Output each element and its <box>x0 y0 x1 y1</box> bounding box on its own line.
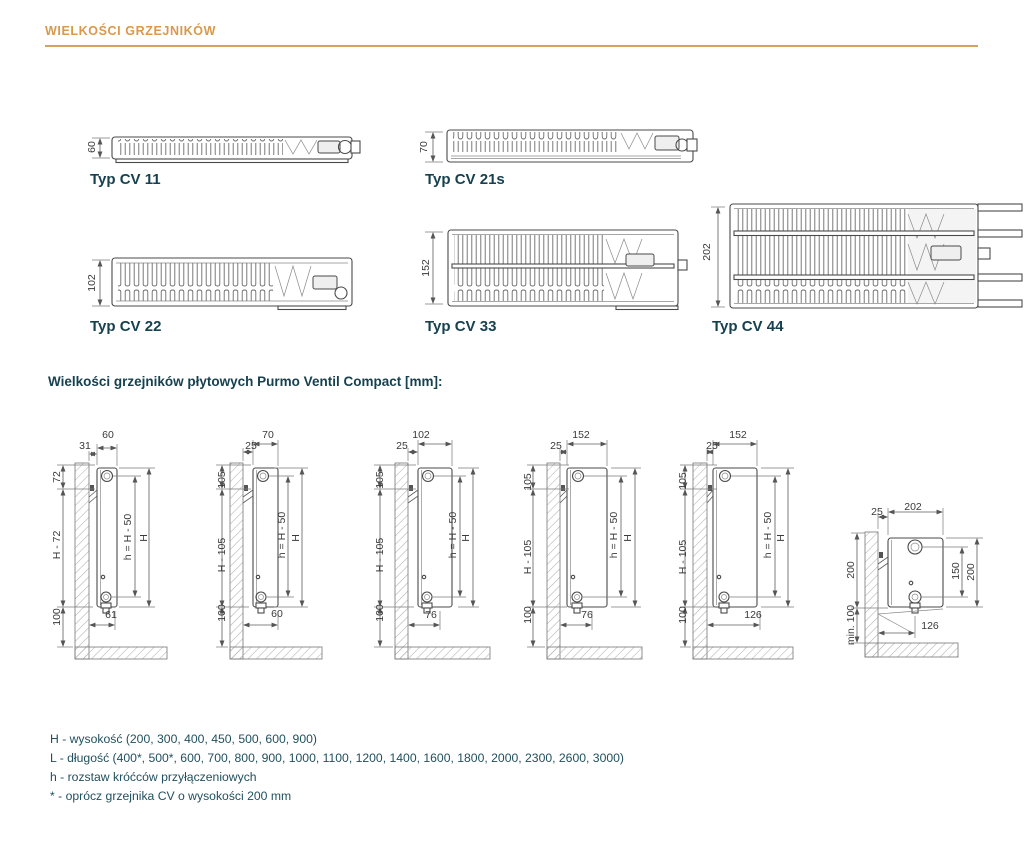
radiator <box>408 468 452 613</box>
wall <box>75 463 89 659</box>
d5-middle-label: H - 105 <box>677 539 689 575</box>
floor <box>865 643 958 657</box>
d1-lower-label: 100 <box>51 608 63 626</box>
d1-middle-label: H - 72 <box>51 530 63 560</box>
radiator <box>707 468 757 613</box>
d6-outer-right-label: 200 <box>965 563 977 581</box>
cv11-type-label: Typ CV 11 <box>90 171 161 188</box>
cv33-top-view-drawing <box>411 222 703 314</box>
d4-pipe-spacing-label: h = H - 50 <box>608 511 620 559</box>
d1-height-label: H <box>138 534 150 542</box>
wall <box>230 463 243 659</box>
d2-upper-label: 105 <box>216 471 228 489</box>
d2-lower-label: 100 <box>216 604 228 622</box>
floor <box>547 647 642 659</box>
page-title: WIELKOŚCI GRZEJNIKÓW <box>45 24 217 38</box>
d6-wall-offset-label: 25 <box>871 506 883 518</box>
d3-upper-label: 105 <box>374 471 386 489</box>
d5-pipe-spacing-label: h = H - 50 <box>762 511 774 559</box>
d2-pipe-spacing-label: h = H - 50 <box>276 511 288 559</box>
d3-top-width-label: 102 <box>412 429 430 441</box>
cv22-top-view-drawing <box>78 250 368 314</box>
wall <box>865 532 878 657</box>
d2-bottom-offset-label: 60 <box>271 608 283 620</box>
wall <box>693 463 707 659</box>
d3-height-label: H <box>460 534 472 542</box>
d6-inner-right-label: 150 <box>950 562 962 580</box>
d3-bottom-offset-label: 76 <box>425 609 437 621</box>
d3-pipe-spacing-label: h = H - 50 <box>447 511 459 559</box>
d4-top-width-label: 152 <box>572 429 590 441</box>
legend-length: L - długość (400*, 500*, 600, 700, 800, 900, 1000, 1100, 1200, 1400, 1600, 1800, 2000, 2300, 2600, 3000) <box>50 751 624 765</box>
d5-bottom-offset-label: 126 <box>744 609 762 621</box>
d4-middle-label: H - 105 <box>522 539 534 575</box>
section-title: Wielkości grzejników płytowych Purmo Ventil Compact [mm]: <box>48 374 443 389</box>
cv22-depth-label: 102 <box>86 274 98 292</box>
d1-bottom-offset-label: 61 <box>105 609 117 621</box>
d1-pipe-spacing-label: h = H - 50 <box>122 513 134 561</box>
floor <box>395 647 490 659</box>
cv22-type-label: Typ CV 22 <box>90 318 162 335</box>
d4-bottom-offset-label: 76 <box>581 609 593 621</box>
d2-top-width-label: 70 <box>262 429 274 441</box>
radiator <box>878 538 943 631</box>
cv33-type-label: Typ CV 33 <box>425 318 497 335</box>
cv21s-depth-label: 70 <box>418 141 430 153</box>
d1-wall-offset-label: 31 <box>79 440 91 452</box>
d3-middle-label: H - 105 <box>374 537 386 573</box>
floor <box>230 647 322 659</box>
wall <box>395 463 408 659</box>
radiator <box>560 468 607 613</box>
legend-height: H - wysokość (200, 300, 400, 450, 500, 600, 900) <box>50 732 317 746</box>
d6-bottom-offset-label: 126 <box>921 620 939 632</box>
d5-upper-label: 105 <box>677 472 689 490</box>
cv21s-type-label: Typ CV 21s <box>425 171 505 188</box>
floor <box>693 647 793 659</box>
d4-lower-label: 100 <box>522 606 534 624</box>
d3-wall-offset-label: 25 <box>396 440 408 452</box>
d2-height-label: H <box>290 534 302 542</box>
d5-lower-label: 100 <box>677 606 689 624</box>
wall <box>547 463 560 659</box>
d4-height-label: H <box>622 534 634 542</box>
d5-wall-offset-label: 25 <box>706 440 718 452</box>
d6-left-height-label: 200 <box>845 561 857 579</box>
d5-height-label: H <box>775 534 787 542</box>
cv11-top-view-drawing <box>78 126 368 170</box>
legend-footnote: * - oprócz grzejnika CV o wysokości 200 mm <box>50 789 292 803</box>
cv44-type-label: Typ CV 44 <box>712 318 784 335</box>
d5-top-width-label: 152 <box>729 429 747 441</box>
side-view-cv33-drawing <box>525 425 685 670</box>
d6-top-width-label: 202 <box>904 501 922 513</box>
cv33-depth-label: 152 <box>420 259 432 277</box>
d4-upper-label: 105 <box>522 473 534 491</box>
cv21s-top-view-drawing <box>411 120 703 172</box>
cv44-top-view-drawing <box>691 194 1027 316</box>
d2-wall-offset-label: 25 <box>245 440 257 452</box>
d2-middle-label: H - 105 <box>216 537 228 573</box>
legend-pipe-spacing: h - rozstaw króćców przyłączeniowych <box>50 770 257 784</box>
d1-upper-label: 72 <box>51 471 63 483</box>
floor <box>75 647 167 659</box>
cv44-depth-label: 202 <box>701 243 713 261</box>
cv11-depth-label: 60 <box>86 141 98 153</box>
radiator <box>89 468 117 613</box>
d1-top-width-label: 60 <box>102 429 114 441</box>
d6-left-lower-label: min. 100 <box>845 604 857 646</box>
d3-lower-label: 100 <box>374 604 386 622</box>
radiator <box>243 468 278 613</box>
side-view-cv21s-drawing <box>210 425 370 670</box>
d4-wall-offset-label: 25 <box>550 440 562 452</box>
header-rule <box>45 45 978 47</box>
